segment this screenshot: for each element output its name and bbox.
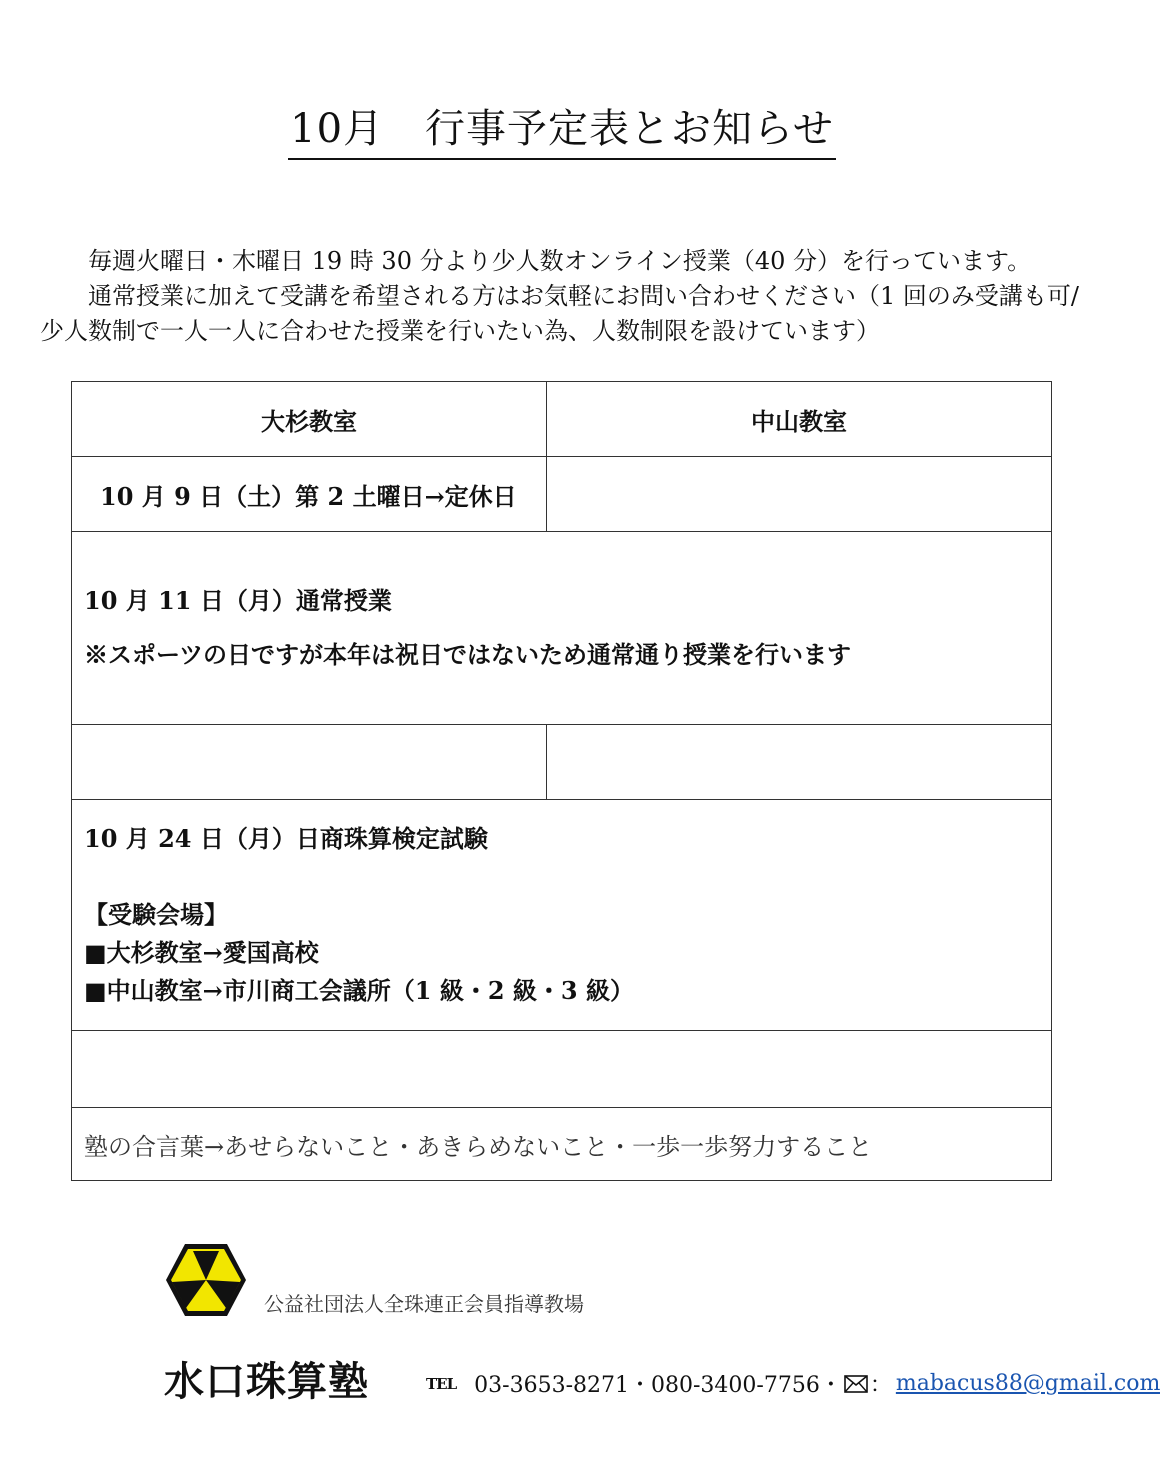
empty-cell (547, 457, 1052, 532)
oct11-note: ※スポーツの日ですが本年は祝日ではないため通常通り授業を行います (84, 640, 852, 669)
table-row (72, 800, 1052, 1031)
table-header-row (72, 382, 1052, 457)
page-title: 10月 行事予定表とお知らせ (288, 104, 836, 160)
intro-line-1: 毎週火曜日・木曜日 19 時 30 分より少人数オンライン授業（40 分）を行っています。 (88, 247, 1032, 275)
oct24-title: 10 月 24 日（月）日商珠算検定試験 (84, 824, 488, 853)
venue-nakayama: ■中山教室→市川商工会議所（1 級・2 級・3 級） (84, 976, 634, 1005)
contact-line (426, 1368, 1160, 1399)
page-title-wrap (0, 104, 1124, 160)
empty-cell (72, 1031, 1052, 1108)
table-row (72, 725, 1052, 800)
email-link[interactable]: mabacus88@gmail.com (895, 1371, 1160, 1396)
empty-cell (72, 725, 547, 800)
table-row (72, 457, 1052, 532)
hexagon-abacus-logo (164, 1242, 248, 1318)
school-name: 水口珠算塾 (164, 1358, 369, 1405)
header-osugi: 大杉教室 (72, 382, 547, 457)
intro-text (40, 244, 1090, 349)
motto-cell: 塾の合言葉→あせらないこと・あきらめないこと・一歩一歩努力すること (72, 1108, 1052, 1181)
oct11-cell (72, 532, 1052, 725)
table-row (72, 532, 1052, 725)
table-row (72, 1108, 1052, 1181)
envelope-icon (844, 1375, 868, 1393)
venue-osugi: ■大杉教室→愛国高校 (84, 938, 319, 967)
org-affiliation: 公益社団法人全珠連正会員指導教場 (264, 1292, 584, 1316)
empty-cell (547, 725, 1052, 800)
table-row (72, 1031, 1052, 1108)
phone-numbers: 03-3653-8271・080-3400-7756・ (474, 1373, 842, 1398)
venue-heading: 【受験会場】 (84, 900, 228, 929)
contact-colon: ： (869, 1373, 892, 1398)
schedule-table (71, 381, 1052, 1181)
oct24-cell (72, 800, 1052, 1031)
intro-line-2: 通常授業に加えて受講を希望される方はお気軽にお問い合わせください（1 回のみ受講も可/少人数制で一人一人に合わせた授業を行いたい為、人数制限を設けています） (40, 282, 1079, 345)
oct9-cell: 10 月 9 日（土）第 2 土曜日→定休日 (72, 457, 547, 532)
oct11-title: 10 月 11 日（月）通常授業 (84, 586, 392, 615)
header-nakayama: 中山教室 (547, 382, 1052, 457)
tel-label: TEL (426, 1374, 457, 1393)
